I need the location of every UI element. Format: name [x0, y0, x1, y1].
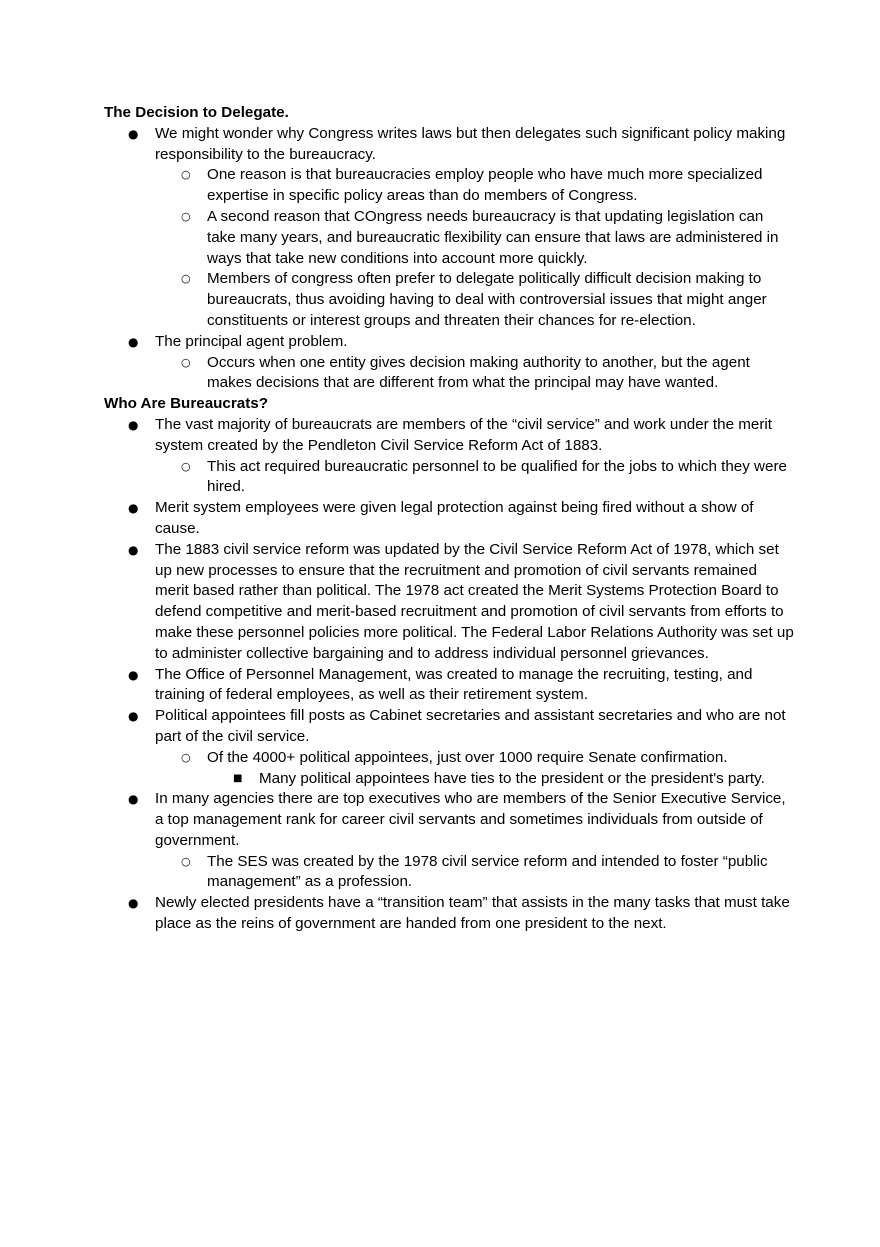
list-item: [104, 332, 794, 394]
sub-sub-bullet-list: [207, 769, 794, 790]
list-item: [104, 498, 794, 540]
list-item: [155, 269, 794, 331]
item-text: The 1883 civil service reform was updated by the Civil Service Reform Act of 1978, which set up new processes to ensure that the recruitment and promotion of civil servants remained merit based rather than political. The 1978 act created the Merit Systems Protection Board to defend competitive and merit-based recruitment and promotion of civil servants from efforts to make these personnel policies more political. The Federal Labor Relations Authority was set up to administer collective bargaining and to address individual personnel grievances.: [155, 540, 794, 662]
item-text: Occurs when one entity gives decision making authority to another, but the agent makes decisions that are different from what the principal may have wanted.: [207, 353, 750, 392]
list-item: [104, 124, 794, 332]
bullet-icon: ●: [128, 896, 139, 911]
bullet-icon: ●: [128, 667, 139, 682]
bullet-icon: ●: [128, 542, 139, 557]
list-item: [104, 893, 794, 935]
circle-bullet-icon: ○: [181, 459, 191, 473]
circle-bullet-icon: ○: [181, 272, 191, 286]
item-text: We might wonder why Congress writes laws but then delegates such significant policy making responsibility to the bureaucracy.: [155, 124, 786, 163]
list-item: [104, 665, 794, 707]
item-text: The vast majority of bureaucrats are members of the “civil service” and work under the merit system created by the Pendleton Civil Service Reform Act of 1883.: [155, 415, 773, 454]
bullet-list: [104, 124, 794, 394]
list-item: [155, 852, 794, 894]
bullet-icon: ●: [128, 501, 139, 516]
bullet-icon: ●: [128, 792, 139, 807]
list-item: [104, 706, 794, 789]
circle-bullet-icon: ○: [181, 355, 191, 369]
square-bullet-icon: ■: [233, 772, 243, 784]
item-text: The principal agent problem.: [155, 332, 348, 350]
circle-bullet-icon: ○: [181, 750, 191, 764]
list-item: [104, 415, 794, 498]
list-item: [155, 207, 794, 269]
bullet-icon: ●: [128, 417, 139, 432]
item-text: The SES was created by the 1978 civil service reform and intended to foster “public management” as a profession.: [207, 852, 768, 891]
circle-bullet-icon: ○: [181, 168, 191, 182]
item-text: The Office of Personnel Management, was created to manage the recruiting, testing, and training of federal employees, as well as their retirement system.: [155, 665, 753, 704]
list-item: [104, 540, 794, 665]
sub-bullet-list: [155, 353, 794, 395]
item-text: Of the 4000+ political appointees, just over 1000 require Senate confirmation.: [207, 748, 728, 766]
bullet-icon: ●: [128, 126, 139, 141]
list-item: [104, 789, 794, 893]
item-text: Political appointees fill posts as Cabinet secretaries and assistant secretaries and who are not part of the civil service.: [155, 707, 786, 745]
item-text: Many political appointees have ties to the president or the president's party.: [259, 769, 765, 787]
item-text: Members of congress often prefer to delegate politically difficult decision making to bureaucrats, thus avoiding having to deal with controversial issues that might anger constituents or interest groups and threaten their chances for re-election.: [207, 270, 767, 329]
sub-bullet-list: [155, 457, 794, 499]
item-text: Newly elected presidents have a “transition team” that assists in the many tasks that must take place as the reins of government are handed from one president to the next.: [155, 894, 790, 933]
item-text: In many agencies there are top executives who are members of the Senior Executive Service, a top management rank for career civil servants and sometimes individuals from outside of government.: [155, 790, 786, 849]
circle-bullet-icon: ○: [181, 854, 191, 868]
bullet-icon: ●: [128, 709, 139, 724]
section-heading-delegate: The Decision to Delegate.: [104, 104, 289, 121]
item-text: Merit system employees were given legal protection against being fired without a show of cause.: [155, 499, 754, 537]
section-heading-bureaucrats: Who Are Bureaucrats?: [104, 395, 268, 413]
sub-bullet-list: [155, 165, 794, 331]
item-text: A second reason that COngress needs bureaucracy is that updating legislation can take many years, and bureaucratic flexibility can ensure that laws are administered in ways that take new conditions into account more quickly.: [207, 207, 779, 267]
sub-bullet-list: [155, 852, 794, 894]
list-item: [155, 457, 794, 499]
bullet-list: [104, 415, 794, 935]
item-text: One reason is that bureaucracies employ people who have much more specialized expertise in specific policy areas than do members of Congress.: [207, 166, 763, 205]
sub-bullet-list: [155, 748, 794, 790]
list-item: [155, 353, 794, 395]
list-item: [155, 165, 794, 207]
document-page: [104, 103, 794, 935]
list-item: [155, 748, 794, 790]
circle-bullet-icon: ○: [181, 209, 191, 223]
bullet-icon: ●: [128, 334, 139, 349]
list-item: [207, 769, 794, 790]
item-text: This act required bureaucratic personnel to be qualified for the jobs to which they were hired.: [207, 457, 787, 496]
